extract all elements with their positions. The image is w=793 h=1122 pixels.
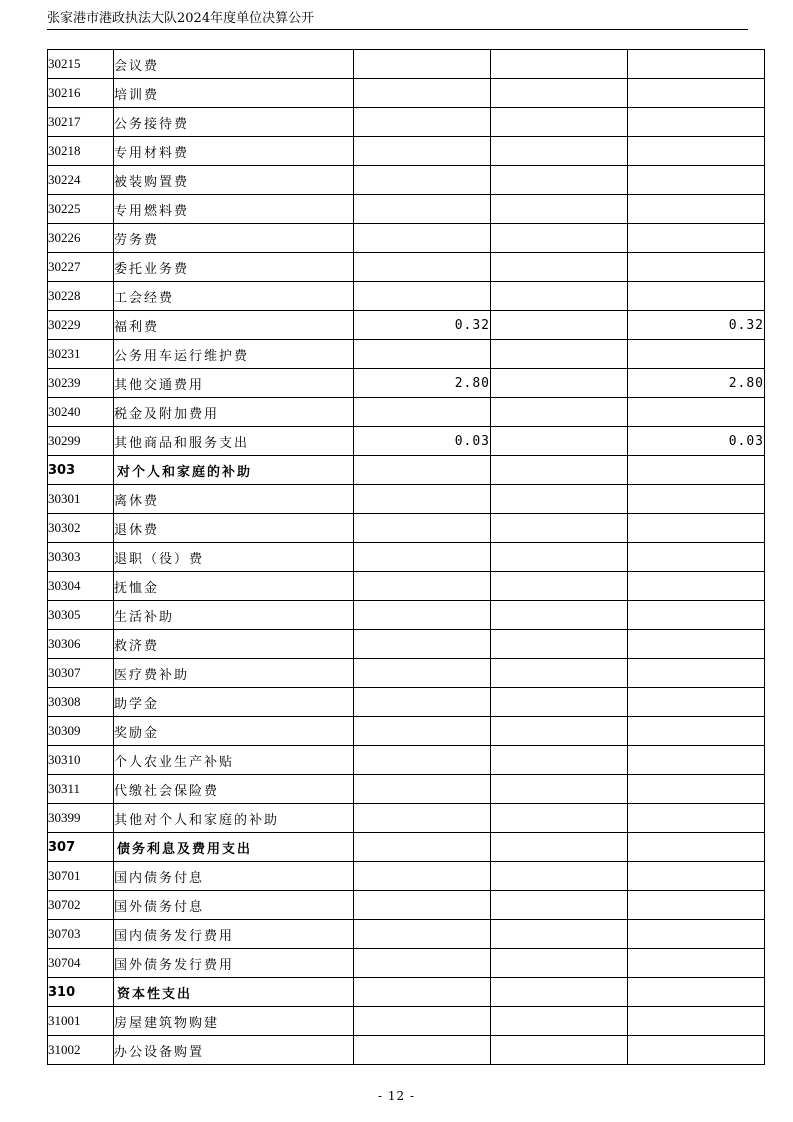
table-row <box>48 253 765 282</box>
amount-basic-cell <box>491 949 628 978</box>
table-row <box>48 572 765 601</box>
amount-project-cell <box>628 804 765 833</box>
table-row <box>48 1007 765 1036</box>
amount-project-cell: 0.03 <box>628 427 765 456</box>
amount-total-cell <box>354 224 491 253</box>
table-row <box>48 369 765 398</box>
subject-code-cell: 30217 <box>48 108 114 137</box>
table-row <box>48 804 765 833</box>
table-row <box>48 398 765 427</box>
subject-code-cell: 30308 <box>48 688 114 717</box>
subject-name-cell: 对个人和家庭的补助 <box>114 456 354 485</box>
subject-code-cell: 30704 <box>48 949 114 978</box>
table-category-row <box>48 978 765 1007</box>
amount-project-cell: 2.80 <box>628 369 765 398</box>
amount-total-cell <box>354 601 491 630</box>
subject-name-cell: 奖励金 <box>114 717 354 746</box>
amount-total-cell <box>354 659 491 688</box>
amount-total-cell <box>354 833 491 862</box>
amount-total-cell <box>354 79 491 108</box>
amount-basic-cell <box>491 920 628 949</box>
table-row <box>48 137 765 166</box>
amount-basic-cell <box>491 833 628 862</box>
amount-total-cell <box>354 804 491 833</box>
amount-basic-cell <box>491 282 628 311</box>
table-row <box>48 79 765 108</box>
amount-total-cell <box>354 862 491 891</box>
table-row <box>48 949 765 978</box>
amount-basic-cell <box>491 862 628 891</box>
subject-name-cell: 救济费 <box>114 630 354 659</box>
subject-code-cell: 30227 <box>48 253 114 282</box>
subject-code-cell: 30299 <box>48 427 114 456</box>
table-row <box>48 166 765 195</box>
subject-name-cell: 代缴社会保险费 <box>114 775 354 804</box>
amount-total-cell <box>354 630 491 659</box>
table-row <box>48 543 765 572</box>
amount-total-cell <box>354 949 491 978</box>
amount-basic-cell <box>491 137 628 166</box>
subject-name-cell: 专用燃料费 <box>114 195 354 224</box>
amount-basic-cell <box>491 50 628 79</box>
amount-basic-cell <box>491 746 628 775</box>
amount-project-cell <box>628 79 765 108</box>
expenditure-table-body <box>48 50 765 1065</box>
amount-project-cell <box>628 775 765 804</box>
amount-total-cell <box>354 282 491 311</box>
amount-project-cell <box>628 282 765 311</box>
subject-name-cell: 其他交通费用 <box>114 369 354 398</box>
amount-basic-cell <box>491 166 628 195</box>
amount-project-cell <box>628 572 765 601</box>
amount-total-cell <box>354 775 491 804</box>
amount-project-cell <box>628 543 765 572</box>
amount-basic-cell <box>491 659 628 688</box>
subject-code-cell: 30218 <box>48 137 114 166</box>
subject-name-cell: 国外债务付息 <box>114 891 354 920</box>
amount-basic-cell <box>491 717 628 746</box>
subject-code-cell: 30301 <box>48 485 114 514</box>
amount-project-cell <box>628 601 765 630</box>
amount-total-cell <box>354 253 491 282</box>
table-row <box>48 427 765 456</box>
amount-project-cell <box>628 224 765 253</box>
subject-code-cell: 30702 <box>48 891 114 920</box>
subject-name-cell: 国内债务发行费用 <box>114 920 354 949</box>
subject-name-cell: 个人农业生产补贴 <box>114 746 354 775</box>
subject-name-cell: 福利费 <box>114 311 354 340</box>
table-row <box>48 775 765 804</box>
subject-code-cell: 30225 <box>48 195 114 224</box>
subject-code-cell: 30228 <box>48 282 114 311</box>
subject-name-cell: 其他商品和服务支出 <box>114 427 354 456</box>
amount-basic-cell <box>491 688 628 717</box>
amount-total-cell <box>354 485 491 514</box>
subject-code-cell: 30307 <box>48 659 114 688</box>
subject-code-cell: 30302 <box>48 514 114 543</box>
amount-basic-cell <box>491 340 628 369</box>
amount-project-cell <box>628 833 765 862</box>
table-row <box>48 311 765 340</box>
page-header-title: 张家港市港政执法大队2024年度单位决算公开 <box>47 11 315 26</box>
amount-total-cell <box>354 746 491 775</box>
table-row <box>48 891 765 920</box>
subject-name-cell: 被装购置费 <box>114 166 354 195</box>
subject-name-cell: 专用材料费 <box>114 137 354 166</box>
subject-code-cell: 30231 <box>48 340 114 369</box>
amount-project-cell <box>628 949 765 978</box>
subject-name-cell: 其他对个人和家庭的补助 <box>114 804 354 833</box>
subject-name-cell: 生活补助 <box>114 601 354 630</box>
amount-basic-cell <box>491 369 628 398</box>
table-category-row <box>48 456 765 485</box>
amount-basic-cell <box>491 398 628 427</box>
amount-basic-cell <box>491 79 628 108</box>
table-row <box>48 485 765 514</box>
amount-project-cell <box>628 340 765 369</box>
header-divider <box>47 29 748 30</box>
table-row <box>48 688 765 717</box>
subject-code-cell: 30224 <box>48 166 114 195</box>
table-row <box>48 50 765 79</box>
amount-total-cell <box>354 891 491 920</box>
amount-project-cell <box>628 398 765 427</box>
table-row <box>48 282 765 311</box>
subject-code-cell: 30306 <box>48 630 114 659</box>
amount-basic-cell <box>491 485 628 514</box>
amount-basic-cell <box>491 195 628 224</box>
amount-project-cell <box>628 659 765 688</box>
subject-name-cell: 办公设备购置 <box>114 1036 354 1065</box>
subject-name-cell: 退休费 <box>114 514 354 543</box>
amount-total-cell: 0.03 <box>354 427 491 456</box>
amount-project-cell <box>628 108 765 137</box>
subject-name-cell: 国外债务发行费用 <box>114 949 354 978</box>
subject-code-cell: 30311 <box>48 775 114 804</box>
subject-code-cell: 30309 <box>48 717 114 746</box>
amount-project-cell <box>628 485 765 514</box>
amount-basic-cell <box>491 543 628 572</box>
subject-code-cell: 310 <box>48 978 114 1007</box>
amount-project-cell <box>628 717 765 746</box>
amount-total-cell <box>354 137 491 166</box>
amount-basic-cell <box>491 456 628 485</box>
amount-basic-cell <box>491 978 628 1007</box>
table-category-row <box>48 833 765 862</box>
page-number: - 12 - <box>377 1089 415 1103</box>
table-row <box>48 340 765 369</box>
subject-code-cell: 30239 <box>48 369 114 398</box>
amount-total-cell <box>354 195 491 224</box>
subject-code-cell: 30304 <box>48 572 114 601</box>
amount-project-cell <box>628 891 765 920</box>
amount-project-cell <box>628 137 765 166</box>
table-row <box>48 601 765 630</box>
table-row <box>48 920 765 949</box>
amount-total-cell <box>354 340 491 369</box>
amount-project-cell <box>628 1007 765 1036</box>
amount-total-cell <box>354 50 491 79</box>
subject-code-cell: 30701 <box>48 862 114 891</box>
subject-code-cell: 30215 <box>48 50 114 79</box>
subject-code-cell: 31001 <box>48 1007 114 1036</box>
amount-project-cell <box>628 514 765 543</box>
table-row <box>48 108 765 137</box>
amount-project-cell <box>628 746 765 775</box>
subject-code-cell: 30399 <box>48 804 114 833</box>
amount-total-cell <box>354 108 491 137</box>
table-row <box>48 746 765 775</box>
subject-name-cell: 劳务费 <box>114 224 354 253</box>
table-row <box>48 630 765 659</box>
amount-total-cell <box>354 166 491 195</box>
amount-project-cell: 0.32 <box>628 311 765 340</box>
subject-code-cell: 30226 <box>48 224 114 253</box>
subject-code-cell: 30310 <box>48 746 114 775</box>
amount-basic-cell <box>491 891 628 920</box>
subject-name-cell: 债务利息及费用支出 <box>114 833 354 862</box>
amount-basic-cell <box>491 427 628 456</box>
amount-project-cell <box>628 630 765 659</box>
subject-name-cell: 离休费 <box>114 485 354 514</box>
amount-total-cell <box>354 1036 491 1065</box>
table-row <box>48 717 765 746</box>
subject-name-cell: 工会经费 <box>114 282 354 311</box>
amount-total-cell <box>354 572 491 601</box>
amount-project-cell <box>628 166 765 195</box>
amount-project-cell <box>628 1036 765 1065</box>
table-row <box>48 195 765 224</box>
amount-total-cell: 0.32 <box>354 311 491 340</box>
amount-total-cell <box>354 978 491 1007</box>
subject-code-cell: 30703 <box>48 920 114 949</box>
subject-name-cell: 培训费 <box>114 79 354 108</box>
amount-basic-cell <box>491 1007 628 1036</box>
amount-total-cell <box>354 920 491 949</box>
subject-name-cell: 医疗费补助 <box>114 659 354 688</box>
subject-name-cell: 助学金 <box>114 688 354 717</box>
amount-basic-cell <box>491 514 628 543</box>
amount-basic-cell <box>491 630 628 659</box>
subject-code-cell: 30216 <box>48 79 114 108</box>
table-row <box>48 224 765 253</box>
subject-name-cell: 国内债务付息 <box>114 862 354 891</box>
subject-code-cell: 307 <box>48 833 114 862</box>
amount-basic-cell <box>491 572 628 601</box>
subject-name-cell: 房屋建筑物购建 <box>114 1007 354 1036</box>
amount-project-cell <box>628 688 765 717</box>
amount-basic-cell <box>491 1036 628 1065</box>
subject-name-cell: 会议费 <box>114 50 354 79</box>
amount-project-cell <box>628 862 765 891</box>
amount-project-cell <box>628 456 765 485</box>
amount-total-cell <box>354 456 491 485</box>
subject-code-cell: 30229 <box>48 311 114 340</box>
subject-code-cell: 31002 <box>48 1036 114 1065</box>
subject-name-cell: 公务用车运行维护费 <box>114 340 354 369</box>
subject-code-cell: 30303 <box>48 543 114 572</box>
table-row <box>48 659 765 688</box>
amount-basic-cell <box>491 108 628 137</box>
amount-basic-cell <box>491 224 628 253</box>
amount-basic-cell <box>491 311 628 340</box>
amount-total-cell <box>354 1007 491 1036</box>
amount-total-cell <box>354 717 491 746</box>
subject-name-cell: 公务接待费 <box>114 108 354 137</box>
amount-project-cell <box>628 920 765 949</box>
subject-name-cell: 税金及附加费用 <box>114 398 354 427</box>
amount-total-cell <box>354 688 491 717</box>
amount-basic-cell <box>491 253 628 282</box>
subject-name-cell: 抚恤金 <box>114 572 354 601</box>
table-row <box>48 862 765 891</box>
table-row <box>48 514 765 543</box>
amount-basic-cell <box>491 601 628 630</box>
table-row <box>48 1036 765 1065</box>
amount-total-cell: 2.80 <box>354 369 491 398</box>
amount-project-cell <box>628 195 765 224</box>
amount-total-cell <box>354 398 491 427</box>
amount-project-cell <box>628 253 765 282</box>
amount-total-cell <box>354 543 491 572</box>
subject-code-cell: 303 <box>48 456 114 485</box>
amount-total-cell <box>354 514 491 543</box>
amount-project-cell <box>628 50 765 79</box>
amount-project-cell <box>628 978 765 1007</box>
subject-name-cell: 委托业务费 <box>114 253 354 282</box>
amount-basic-cell <box>491 804 628 833</box>
subject-name-cell: 资本性支出 <box>114 978 354 1007</box>
amount-basic-cell <box>491 775 628 804</box>
subject-name-cell: 退职（役）费 <box>114 543 354 572</box>
subject-code-cell: 30305 <box>48 601 114 630</box>
expenditure-table <box>47 49 765 1065</box>
subject-code-cell: 30240 <box>48 398 114 427</box>
